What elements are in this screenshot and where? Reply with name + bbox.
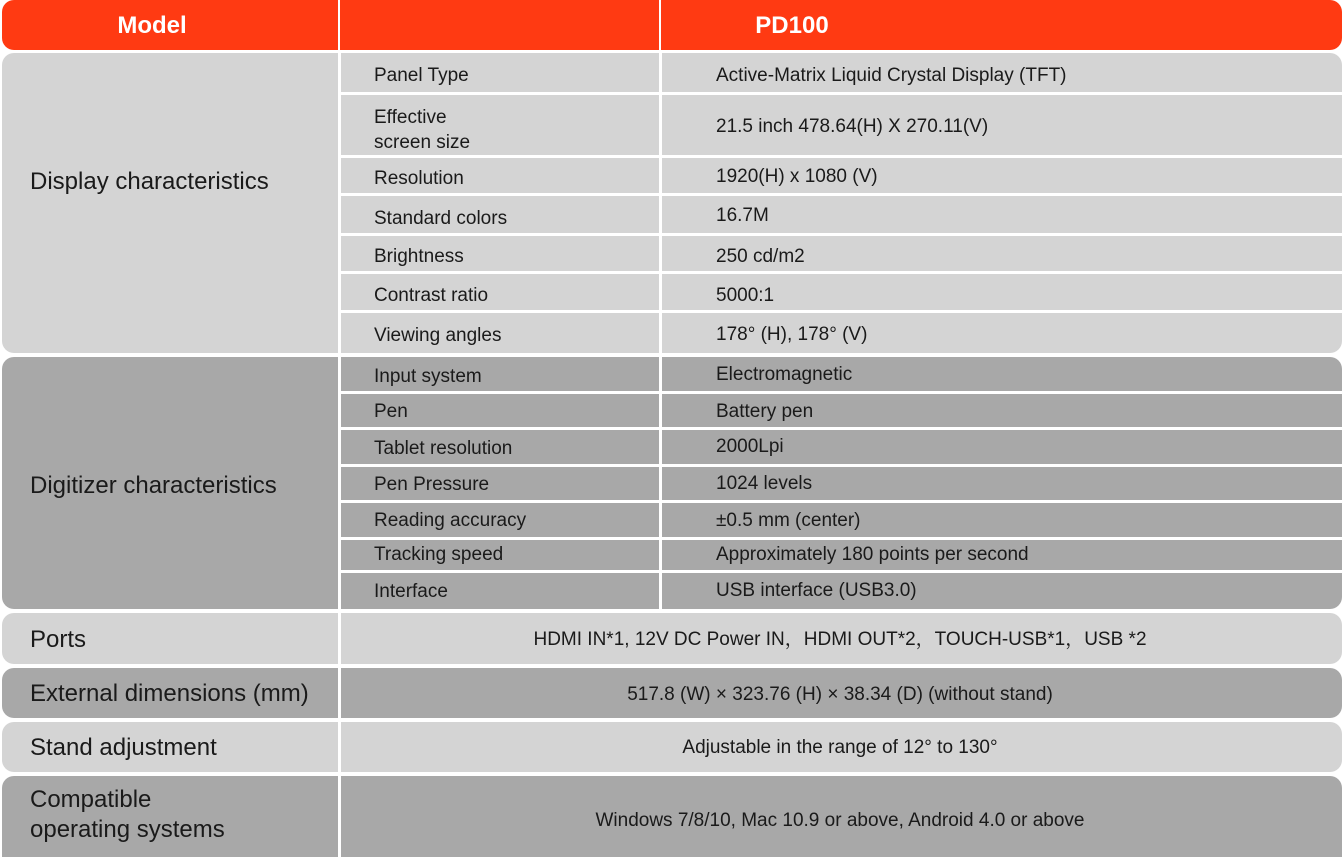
model-value: PD100 bbox=[755, 12, 829, 39]
value-input-system: Electromagnetic bbox=[716, 364, 853, 385]
os-label-line1: Compatible bbox=[30, 786, 152, 813]
row-divider bbox=[340, 537, 1342, 540]
param-reading-accuracy: Reading accuracy bbox=[374, 510, 527, 531]
value-screen-size: 21.5 inch 478.64(H) X 270.11(V) bbox=[716, 116, 989, 137]
ports-label: Ports bbox=[30, 626, 87, 653]
value-interface: USB interface (USB3.0) bbox=[716, 580, 917, 601]
column-divider bbox=[338, 53, 341, 353]
param-pen: Pen bbox=[374, 401, 408, 422]
row-divider bbox=[340, 233, 1342, 236]
header-divider bbox=[338, 0, 340, 50]
dimensions-value: 517.8 (W) × 323.76 (H) × 38.34 (D) (without stand) bbox=[627, 684, 1053, 705]
param-panel-type: Panel Type bbox=[374, 65, 469, 86]
row-divider bbox=[340, 310, 1342, 313]
row-divider bbox=[340, 193, 1342, 196]
row-divider bbox=[340, 271, 1342, 274]
value-contrast-ratio: 5000:1 bbox=[716, 285, 775, 306]
value-standard-colors: 16.7M bbox=[716, 205, 769, 226]
digitizer-label: Digitizer characteristics bbox=[30, 472, 277, 499]
row-divider bbox=[340, 427, 1342, 430]
param-tablet-resolution: Tablet resolution bbox=[374, 438, 513, 459]
value-brightness: 250 cd/m2 bbox=[716, 246, 805, 267]
row-divider bbox=[340, 92, 1342, 95]
row-divider bbox=[340, 391, 1342, 394]
stand-label: Stand adjustment bbox=[30, 734, 217, 761]
display-label: Display characteristics bbox=[30, 168, 269, 195]
param-viewing-angles: Viewing angles bbox=[374, 325, 502, 346]
display-section bbox=[2, 53, 1342, 353]
value-resolution: 1920(H) x 1080 (V) bbox=[716, 166, 878, 187]
param-brightness: Brightness bbox=[374, 246, 464, 267]
os-label-line2: operating systems bbox=[30, 816, 225, 843]
value-pen-pressure: 1024 levels bbox=[716, 473, 813, 494]
param-standard-colors: Standard colors bbox=[374, 208, 508, 229]
ports-value: HDMI IN*1, 12V DC Power IN，HDMI OUT*2，TOUCH-USB*1，USB *2 bbox=[533, 629, 1147, 650]
row-divider bbox=[340, 155, 1342, 158]
value-panel-type: Active-Matrix Liquid Crystal Display (TFT) bbox=[716, 65, 1067, 86]
param-resolution: Resolution bbox=[374, 168, 464, 189]
dimensions-label: External dimensions (mm) bbox=[30, 680, 309, 707]
row-divider bbox=[340, 500, 1342, 503]
value-viewing-angles: 178° (H), 178° (V) bbox=[716, 324, 868, 345]
stand-value: Adjustable in the range of 12° to 130° bbox=[682, 737, 998, 758]
param-screen-size: Effective screen size bbox=[374, 107, 471, 153]
row-divider bbox=[340, 464, 1342, 467]
value-tablet-resolution: 2000Lpi bbox=[716, 436, 784, 457]
param-contrast-ratio: Contrast ratio bbox=[374, 285, 489, 306]
column-divider bbox=[659, 53, 662, 353]
value-tracking-speed: Approximately 180 points per second bbox=[716, 544, 1029, 565]
value-reading-accuracy: ±0.5 mm (center) bbox=[716, 510, 861, 531]
os-value: Windows 7/8/10, Mac 10.9 or above, Android 4.0 or above bbox=[595, 810, 1085, 831]
param-tracking-speed: Tracking speed bbox=[374, 544, 504, 565]
table-header bbox=[2, 0, 1342, 50]
param-pen-pressure: Pen Pressure bbox=[374, 474, 490, 495]
param-interface: Interface bbox=[374, 581, 448, 602]
value-pen: Battery pen bbox=[716, 401, 814, 422]
row-divider bbox=[340, 570, 1342, 573]
param-input-system: Input system bbox=[374, 366, 482, 387]
model-label: Model bbox=[117, 12, 187, 39]
